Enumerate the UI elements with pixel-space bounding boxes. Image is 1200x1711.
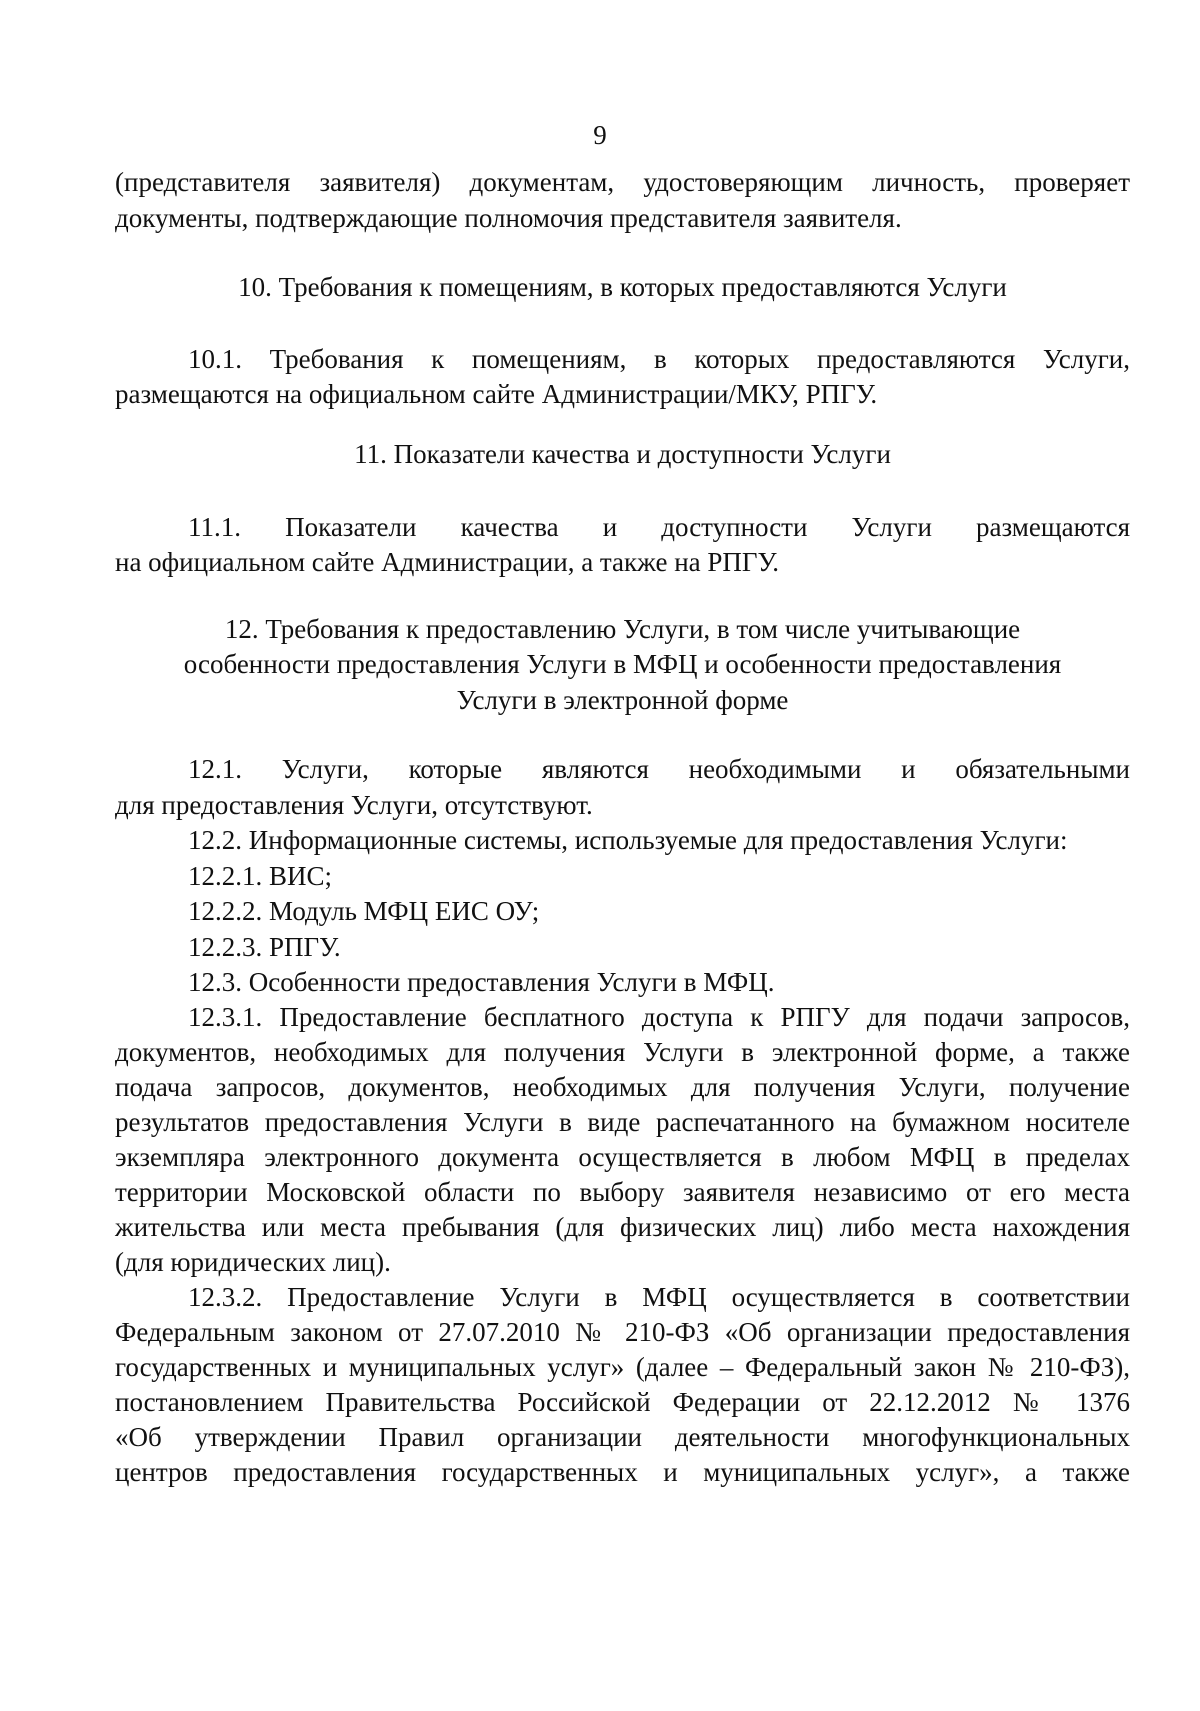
text-line: (для юридических лиц). — [115, 1247, 391, 1277]
text-line: документов, необходимых для получения Услуги в электронной форме, а также — [115, 1037, 1130, 1067]
text-line: размещаются на официальном сайте Администрации/МКУ, РПГУ. — [115, 379, 878, 409]
text-line: 12.2.3. РПГУ. — [188, 932, 341, 962]
text-line: постановлением Правительства Российской Федерации от 22.12.2012 № 1376 — [115, 1387, 1130, 1417]
text-line: для предоставления Услуги, отсутствуют. — [115, 790, 593, 820]
text-line: «Об утверждении Правил организации деятельности многофункциональных — [115, 1422, 1130, 1452]
text-line: Федеральным законом от 27.07.2010 № 210-ФЗ «Об организации предоставления — [115, 1317, 1130, 1347]
page-number: 9 — [593, 120, 607, 150]
text-line: подача запросов, документов, необходимых для получения Услуги, получение — [115, 1072, 1130, 1102]
section-heading: 11. Показатели качества и доступности Услуги — [354, 439, 891, 469]
text-line: 12.2.1. ВИС; — [188, 861, 333, 891]
text-line: результатов предоставления Услуги в виде распечатанного на бумажном носителе — [115, 1107, 1130, 1137]
text-line: 12.2.2. Модуль МФЦ ЕИС ОУ; — [188, 896, 540, 926]
text-line: 12.1. Услуги, которые являются необходимыми и обязательными — [188, 754, 1130, 784]
text-line: на официальном сайте Администрации, а также на РПГУ. — [115, 547, 779, 577]
text-line: 11.1. Показатели качества и доступности Услуги размещаются — [188, 512, 1130, 542]
text-line: экземпляра электронного документа осуществляется в любом МФЦ в пределах — [115, 1142, 1130, 1172]
text-line: 12.3.2. Предоставление Услуги в МФЦ осуществляется в соответствии — [188, 1282, 1130, 1312]
section-heading: 12. Требования к предоставлению Услуги, в том числе учитывающие — [224, 614, 1021, 644]
text-line: 12.3.1. Предоставление бесплатного доступа к РПГУ для подачи запросов, — [188, 1002, 1130, 1032]
text-line: центров предоставления государственных и муниципальных услуг», а также — [115, 1457, 1130, 1487]
text-line: жительства или места пребывания (для физических лиц) либо места нахождения — [115, 1212, 1130, 1242]
text-line: (представителя заявителя) документам, удостоверяющим личность, проверяет — [115, 167, 1130, 197]
text-line: 12.2. Информационные системы, используемые для предоставления Услуги: — [188, 825, 1068, 855]
section-heading: 10. Требования к помещениям, в которых предоставляются Услуги — [238, 272, 1007, 302]
text-line: документы, подтверждающие полномочия представителя заявителя. — [115, 203, 902, 233]
section-heading: Услуги в электронной форме — [456, 685, 789, 715]
text-line: государственных и муниципальных услуг» (далее – Федеральный закон № 210-ФЗ), — [115, 1352, 1130, 1382]
text-line: 10.1. Требования к помещениям, в которых предоставляются Услуги, — [188, 344, 1130, 374]
section-heading: особенности предоставления Услуги в МФЦ и особенности предоставления — [183, 649, 1062, 679]
text-line: территории Московской области по выбору заявителя независимо от его места — [115, 1177, 1130, 1207]
text-line: 12.3. Особенности предоставления Услуги в МФЦ. — [188, 967, 775, 997]
